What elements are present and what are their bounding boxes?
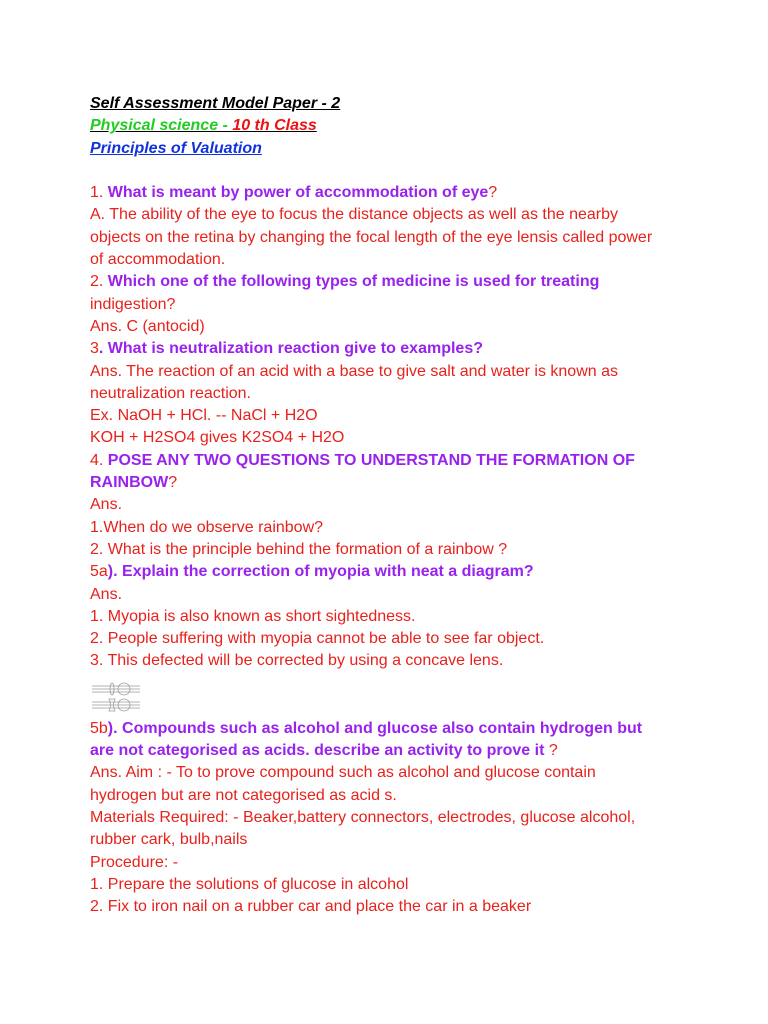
answer-line: Ans. — [90, 496, 123, 514]
answer-line: 1.When do we observe rainbow? — [90, 518, 324, 536]
answer-line: Materials Required: - Beaker,battery connectors, electrodes, glucose alcohol, — [90, 808, 636, 826]
answer-line: neutralization reaction. — [90, 384, 251, 402]
answer-line: rubber cark, bulb,nails — [90, 831, 248, 849]
answer-line: Ans. — [90, 585, 123, 603]
question-text: RAINBOW — [90, 474, 169, 492]
question-number: 4. — [90, 451, 104, 469]
document-subtitle: Principles of Valuation — [90, 139, 262, 157]
question-number: 5b — [90, 719, 108, 737]
answer-line: Ans. The reaction of an acid with a base to give salt and water is known as — [90, 362, 618, 380]
question-2 — [90, 271, 708, 293]
answer-line: 1. Myopia is also known as short sightedness. — [90, 607, 416, 625]
question-mark: ? — [544, 742, 558, 760]
answer-line: 2. What is the principle behind the formation of a rainbow ? — [90, 540, 508, 558]
answer-line: 3. This defected will be corrected by using a concave lens. — [90, 652, 504, 670]
answer-line: A. The ability of the eye to focus the distance objects as well as the nearby — [90, 206, 619, 224]
question-1 — [90, 182, 708, 204]
class-label: 10 th Class — [232, 117, 317, 135]
answer-line: 1. Prepare the solutions of glucose in alcohol — [90, 875, 409, 893]
answer-line: hydrogen but are not categorised as acid s. — [90, 786, 397, 804]
question-number: 3 — [90, 340, 99, 358]
answer-line: 2. Fix to iron nail on a rubber car and place the car in a beaker — [90, 898, 532, 916]
answer-line: objects on the retina by changing the focal length of the eye lensis called power — [90, 228, 653, 246]
subject-line — [90, 115, 708, 137]
question-text-continued — [90, 740, 708, 762]
answer-line: Ans. C (antocid) — [90, 317, 205, 335]
spacer — [90, 160, 708, 182]
answer-line: Procedure: - — [90, 853, 179, 871]
question-text: ). Compounds such as alcohol and glucose also contain hydrogen but — [107, 719, 643, 737]
question-text: are not categorised as acids. describe an activity to prove it — [90, 742, 545, 760]
subject-label: Physical science - — [90, 117, 233, 135]
question-text: What is meant by power of accommodation of eye — [103, 184, 489, 202]
question-text: ). Explain the correction of myopia with neat a diagram? — [107, 563, 534, 581]
question-text: POSE ANY TWO QUESTIONS TO UNDERSTAND THE FORMATION OF — [103, 451, 635, 469]
answer-line: KOH + H2SO4 gives K2SO4 + H2O — [90, 429, 345, 447]
question-5b — [90, 718, 708, 740]
question-text: Which one of the following types of medicine is used for treating — [103, 273, 600, 291]
question-text-continued — [90, 472, 708, 494]
question-5a — [90, 561, 708, 583]
question-mark: ? — [168, 474, 178, 492]
question-number: 2. — [90, 273, 104, 291]
question-number: 1. — [90, 184, 104, 202]
answer-line: of accommodation. — [90, 251, 226, 269]
answer-line: Ex. NaOH + HCl. -- NaCl + H2O — [90, 407, 318, 425]
myopia-correction-diagram — [90, 678, 142, 716]
question-3 — [90, 338, 708, 360]
question-text-continued: indigestion? — [90, 295, 176, 313]
question-text: . What is neutralization reaction give to examples? — [98, 340, 483, 358]
answer-line: 2. People suffering with myopia cannot be able to see far object. — [90, 630, 545, 648]
question-mark: ? — [488, 184, 498, 202]
document-title: Self Assessment Model Paper - 2 — [90, 95, 341, 112]
answer-line: Ans. Aim : - To to prove compound such as alcohol and glucose contain — [90, 764, 596, 782]
question-4 — [90, 450, 708, 472]
question-number: 5a — [90, 563, 108, 581]
